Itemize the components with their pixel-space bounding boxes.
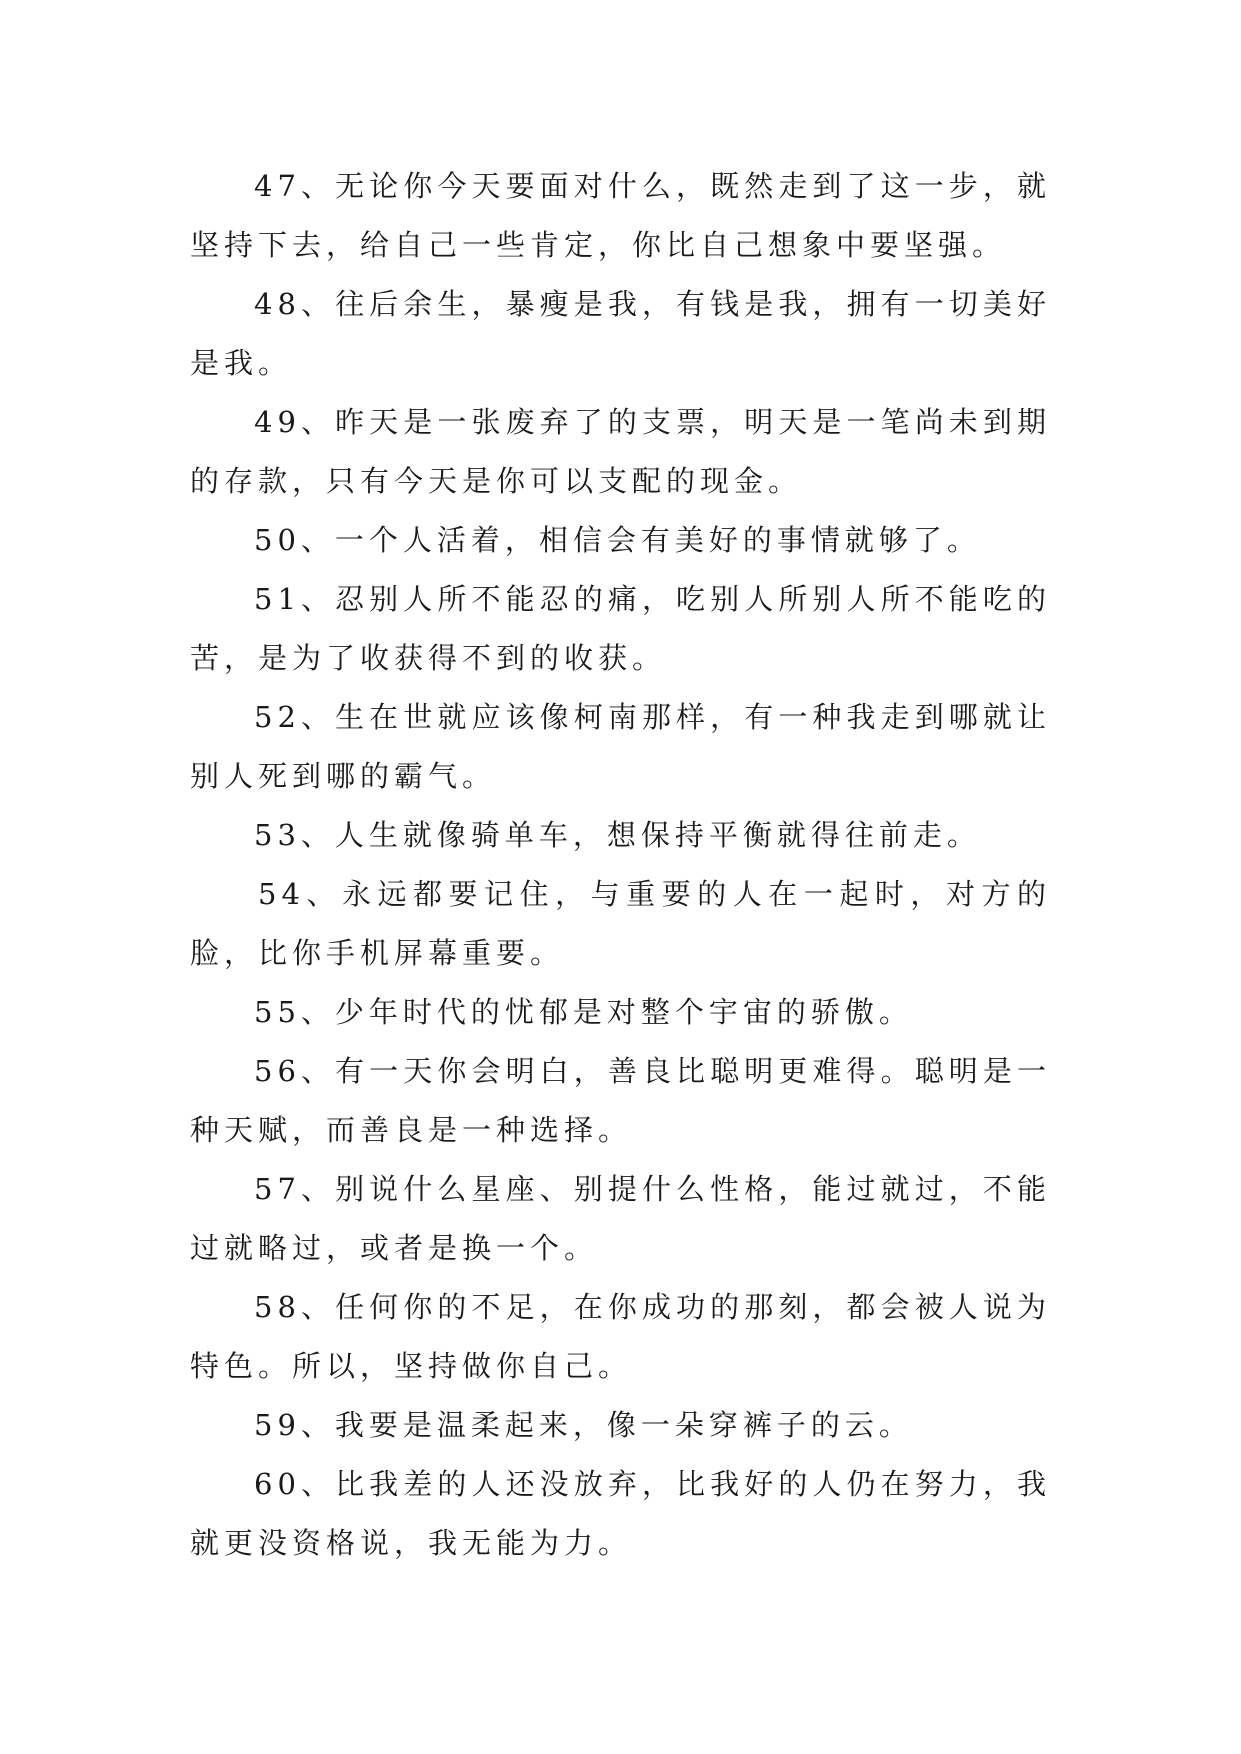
quote-57: 57、别说什么星座、别提什么性格，能过就过，不能过就略过，或者是换一个。 [190, 1172, 1051, 1265]
quote-58: 58、任何你的不足，在你成功的那刻，都会被人说为特色。所以，坚持做你自己。 [190, 1290, 1051, 1383]
quote-56: 56、有一天你会明白，善良比聪明更难得。聪明是一种天赋，而善良是一种选择。 [190, 1054, 1051, 1147]
quote-48: 48、往后余生，暴瘦是我，有钱是我，拥有一切美好是我。 [190, 287, 1051, 380]
quote-list [190, 157, 1051, 1573]
quote-50: 50、一个人活着，相信会有美好的事情就够了。 [254, 523, 981, 557]
quote-53: 53、人生就像骑单车，想保持平衡就得往前走。 [254, 818, 981, 852]
quote-60: 60、比我差的人还没放弃，比我好的人仍在努力，我就更没资格说，我无能为力。 [190, 1467, 1051, 1560]
quote-55: 55、少年时代的忧郁是对整个宇宙的骄傲。 [254, 995, 913, 1029]
quote-49: 49、昨天是一张废弃了的支票，明天是一笔尚未到期的存款，只有今天是你可以支配的现金。 [190, 405, 1051, 498]
quote-52: 52、生在世就应该像柯南那样，有一种我走到哪就让别人死到哪的霸气。 [190, 700, 1051, 793]
quote-59: 59、我要是温柔起来，像一朵穿裤子的云。 [254, 1408, 913, 1442]
quote-54: 54、永远都要记住，与重要的人在一起时，对方的脸，比你手机屏幕重要。 [190, 877, 1051, 970]
quote-47: 47、无论你今天要面对什么，既然走到了这一步，就坚持下去，给自己一些肯定，你比自己想象中要坚强。 [190, 169, 1051, 262]
quote-51: 51、忍别人所不能忍的痛，吃别人所别人所不能吃的苦，是为了收获得不到的收获。 [190, 582, 1051, 675]
